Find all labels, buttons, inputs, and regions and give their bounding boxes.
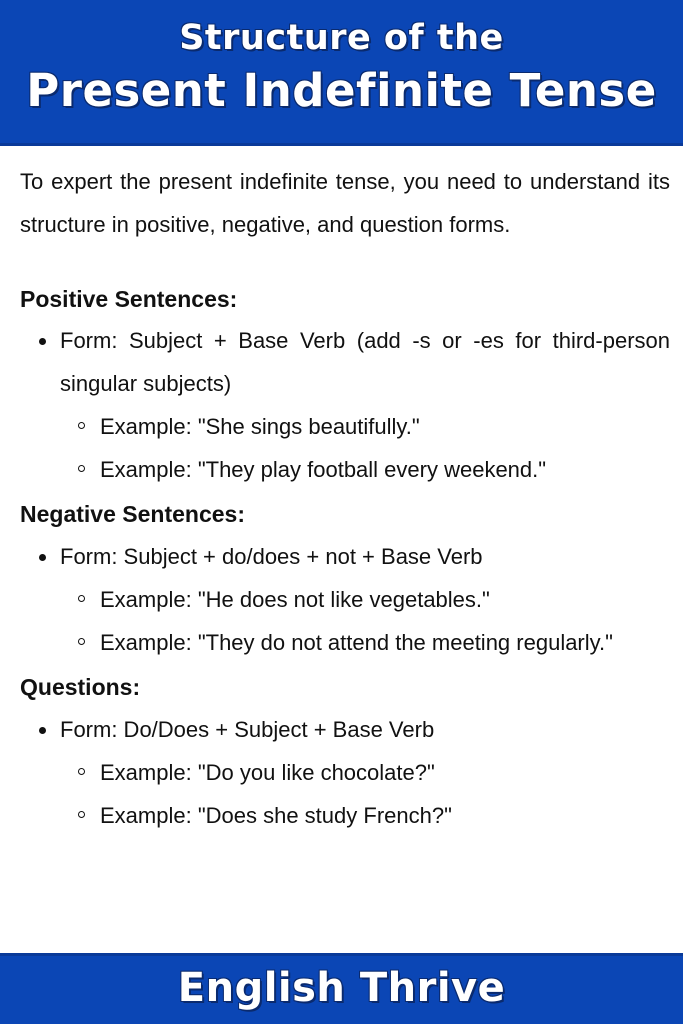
circle-bullet-icon: [78, 768, 85, 775]
circle-bullet-icon: [78, 811, 85, 818]
header-banner: [0, 0, 683, 146]
positive-form-text: Form: Subject + Base Verb (add -s or -es for third-person singular subjects): [60, 328, 670, 396]
example-item: [60, 621, 670, 664]
example-text: Example: "They play football every weekend.": [100, 457, 547, 482]
bullet-icon: [39, 554, 46, 561]
circle-bullet-icon: [78, 595, 85, 602]
section-title-positive: Positive Sentences:: [20, 286, 238, 312]
negative-form-text: Form: Subject + do/does + not + Base Verb: [60, 544, 483, 569]
example-item: [60, 794, 670, 837]
example-item: [60, 448, 670, 491]
page-title-line-2: Present Indefinite Tense: [26, 64, 657, 117]
positive-form-item: [20, 319, 670, 491]
example-text: Example: "They do not attend the meeting regularly.": [100, 630, 613, 655]
negative-list: [20, 535, 670, 664]
example-item: [60, 405, 670, 448]
example-text: Example: "Does she study French?": [100, 803, 452, 828]
questions-list: [20, 708, 670, 837]
positive-list: [20, 319, 670, 491]
example-text: Example: "Do you like chocolate?": [100, 760, 435, 785]
negative-form-item: [20, 535, 670, 664]
positive-examples-list: [60, 405, 670, 491]
brand-name: English Thrive: [177, 965, 506, 1011]
article-body: [20, 160, 670, 837]
example-item: [60, 578, 670, 621]
footer-banner: [0, 953, 683, 1024]
circle-bullet-icon: [78, 638, 85, 645]
example-text: Example: "She sings beautifully.": [100, 414, 420, 439]
example-text: Example: "He does not like vegetables.": [100, 587, 490, 612]
circle-bullet-icon: [78, 465, 85, 472]
questions-examples-list: [60, 751, 670, 837]
questions-form-text: Form: Do/Does + Subject + Base Verb: [60, 717, 435, 742]
circle-bullet-icon: [78, 422, 85, 429]
bullet-icon: [39, 727, 46, 734]
bullet-icon: [39, 338, 46, 345]
intro-paragraph: To expert the present indefinite tense, you need to understand its structure in positive, negative, and question forms.: [20, 169, 670, 237]
questions-form-item: [20, 708, 670, 837]
section-title-questions: Questions:: [20, 674, 141, 700]
section-title-negative: Negative Sentences:: [20, 501, 245, 527]
example-item: [60, 751, 670, 794]
negative-examples-list: [60, 578, 670, 664]
page-title-line-1: Structure of the: [179, 18, 504, 58]
